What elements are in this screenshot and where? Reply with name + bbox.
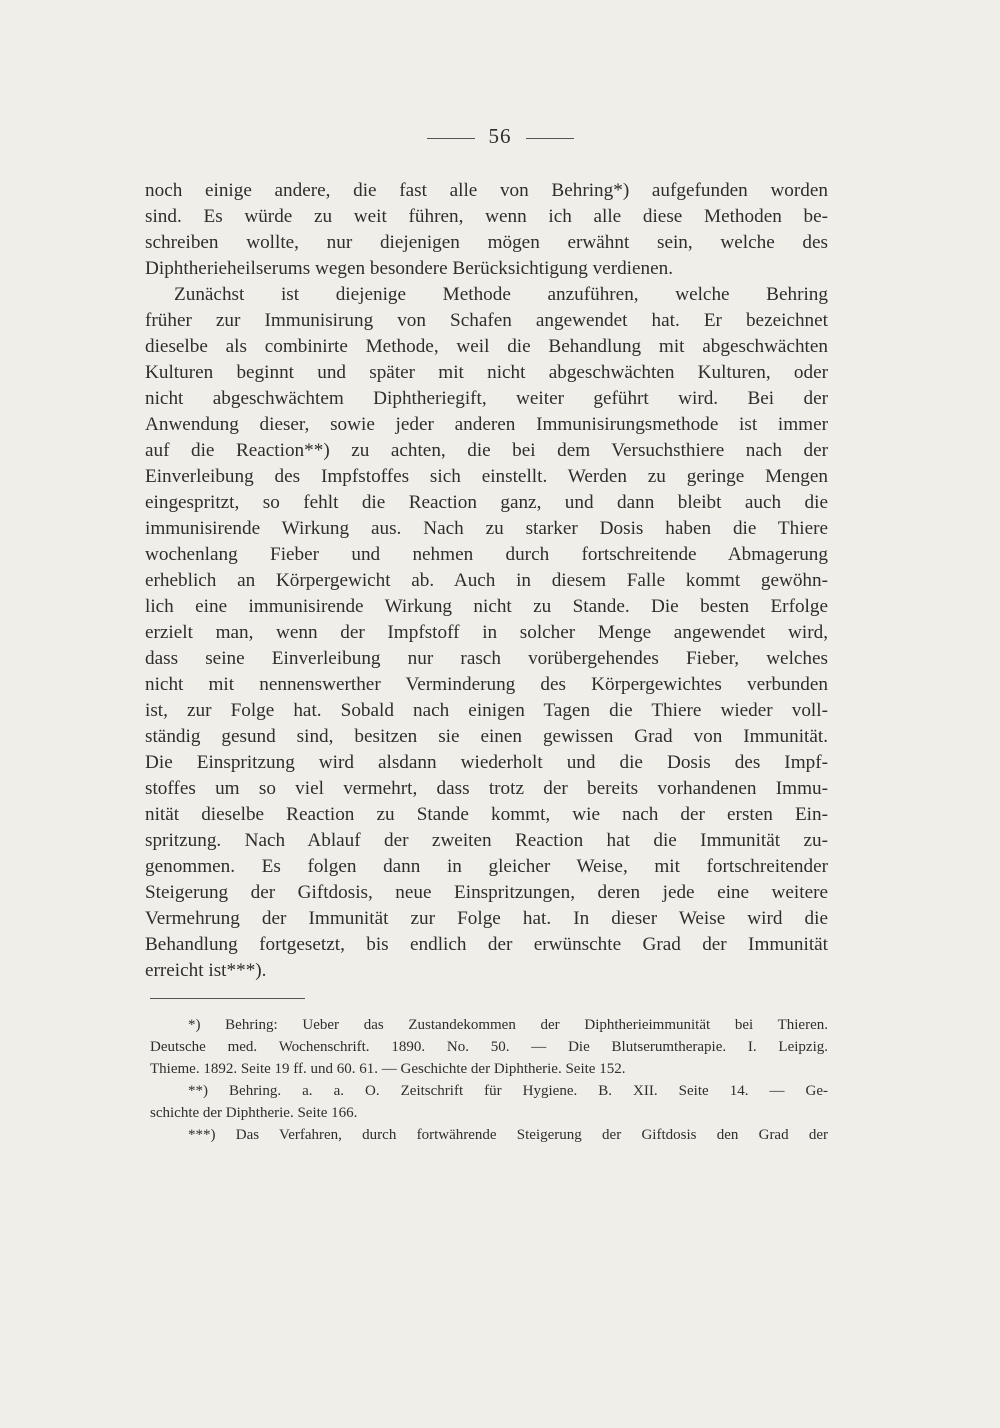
- body-line: eingespritzt, so fehlt die Reaction ganz, und dann bleibt auch die: [145, 492, 828, 513]
- body-line: auf die Reaction**) zu achten, die bei dem Versuchsthiere nach der: [145, 440, 828, 461]
- header-dash-right: [526, 138, 574, 139]
- body-line: immunisirende Wirkung aus. Nach zu starker Dosis haben die Thiere: [145, 518, 828, 539]
- body-line: Einverleibung des Impfstoffes sich einstellt. Werden zu geringe Mengen: [145, 466, 828, 487]
- body-line: erreicht ist***).: [145, 960, 267, 981]
- body-line: spritzung. Nach Ablauf der zweiten Reaction hat die Immunität zu-: [145, 830, 828, 851]
- body-line: lich eine immunisirende Wirkung nicht zu Stande. Die besten Erfolge: [145, 596, 828, 617]
- body-line: ständig gesund sind, besitzen sie einen gewissen Grad von Immunität.: [145, 726, 828, 747]
- body-line: früher zur Immunisirung von Schafen angewendet hat. Er bezeichnet: [145, 310, 828, 331]
- footnote-line: *) Behring: Ueber das Zustandekommen der Diphtherieimmunität bei Thieren.: [188, 1017, 828, 1033]
- body-line: Vermehrung der Immunität zur Folge hat. In dieser Weise wird die: [145, 908, 828, 929]
- body-line: Die Einspritzung wird alsdann wiederholt und die Dosis des Impf-: [145, 752, 828, 773]
- footnote-line: Deutsche med. Wochenschrift. 1890. No. 50. — Die Blutserumtherapie. I. Leipzig.: [150, 1039, 828, 1055]
- footnote-line: Thieme. 1892. Seite 19 ff. und 60. 61. — Geschichte der Diphtherie. Seite 152.: [150, 1061, 626, 1077]
- header-dash-left: [427, 138, 475, 139]
- body-line: Steigerung der Giftdosis, neue Einspritzungen, deren jede eine weitere: [145, 882, 828, 903]
- page-header: [0, 124, 1000, 149]
- body-line: genommen. Es folgen dann in gleicher Weise, mit fortschreitender: [145, 856, 828, 877]
- footnotes: [150, 1014, 828, 1146]
- body-line: erzielt man, wenn der Impfstoff in solcher Menge angewendet wird,: [145, 622, 828, 643]
- footnote-divider: [150, 998, 305, 999]
- body-line: sind. Es würde zu weit führen, wenn ich alle diese Methoden be-: [145, 206, 828, 227]
- body-line: wochenlang Fieber und nehmen durch fortschreitende Abmagerung: [145, 544, 828, 565]
- body-line: nität dieselbe Reaction zu Stande kommt, wie nach der ersten Ein-: [145, 804, 828, 825]
- body-line: Kulturen beginnt und später mit nicht abgeschwächten Kulturen, oder: [145, 362, 828, 383]
- body-line: stoffes um so viel vermehrt, dass trotz der bereits vorhandenen Immu-: [145, 778, 828, 799]
- body-line: Anwendung dieser, sowie jeder anderen Immunisirungsmethode ist immer: [145, 414, 828, 435]
- footnote-line: **) Behring. a. a. O. Zeitschrift für Hygiene. B. XII. Seite 14. — Ge-: [188, 1083, 828, 1099]
- body-line: Zunächst ist diejenige Methode anzuführen, welche Behring: [174, 284, 828, 305]
- body-line: ist, zur Folge hat. Sobald nach einigen Tagen die Thiere wieder voll-: [145, 700, 828, 721]
- page-number: 56: [488, 124, 512, 148]
- body-line: erheblich an Körpergewicht ab. Auch in diesem Falle kommt gewöhn-: [145, 570, 828, 591]
- body-line: dieselbe als combinirte Methode, weil die Behandlung mit abgeschwächten: [145, 336, 828, 357]
- footnote-line: ***) Das Verfahren, durch fortwährende Steigerung der Giftdosis den Grad der: [188, 1127, 828, 1143]
- body-line: Diphtherieheilserums wegen besondere Berücksichtigung verdienen.: [145, 258, 674, 279]
- body-line: nicht abgeschwächtem Diphtheriegift, weiter geführt wird. Bei der: [145, 388, 828, 409]
- footnote-line: schichte der Diphtherie. Seite 166.: [150, 1105, 358, 1121]
- body-line: schreiben wollte, nur diejenigen mögen erwähnt sein, welche des: [145, 232, 828, 253]
- body-text: [145, 178, 828, 984]
- body-line: Behandlung fortgesetzt, bis endlich der erwünschte Grad der Immunität: [145, 934, 828, 955]
- body-line: noch einige andere, die fast alle von Behring*) aufgefunden worden: [145, 180, 828, 201]
- body-line: nicht mit nennenswerther Verminderung des Körpergewichtes verbunden: [145, 674, 828, 695]
- body-line: dass seine Einverleibung nur rasch vorübergehendes Fieber, welches: [145, 648, 828, 669]
